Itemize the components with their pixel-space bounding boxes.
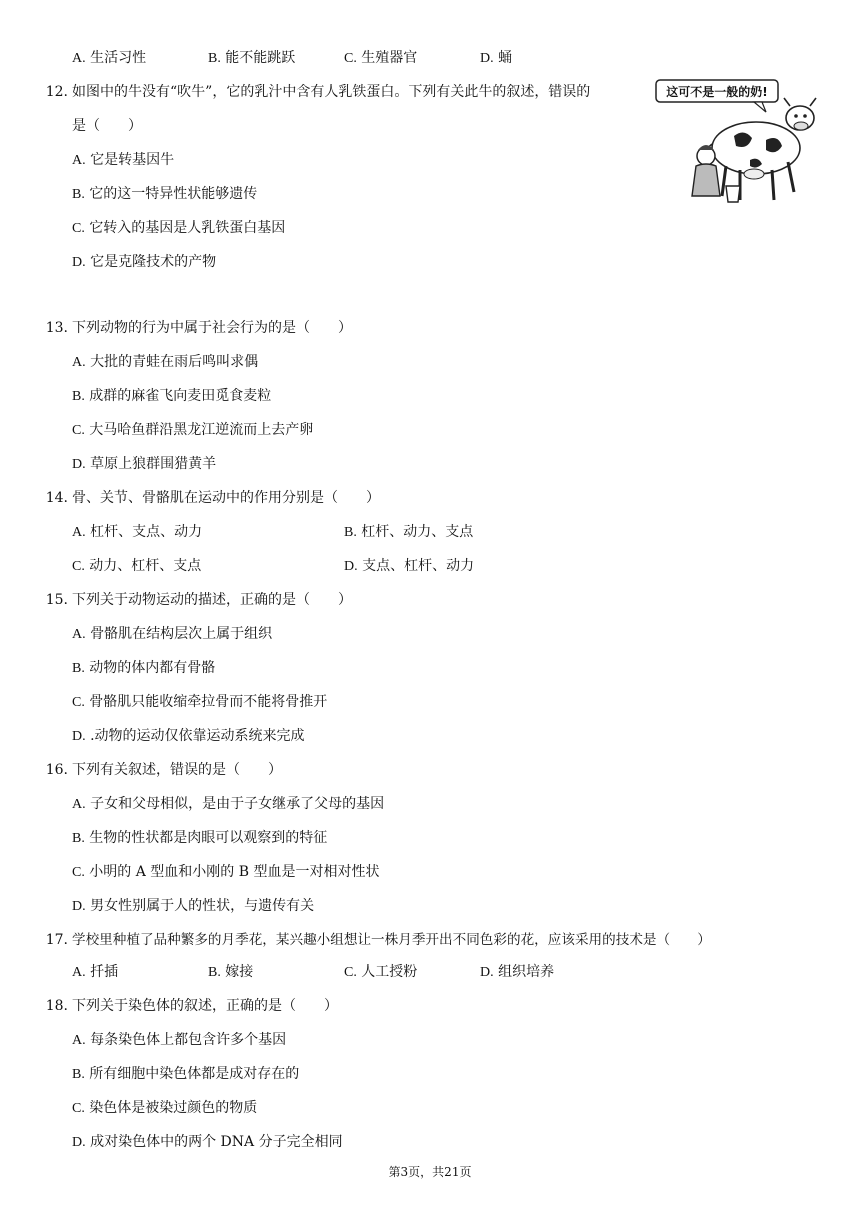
question-text: 骨、关节、骨骼肌在运动中的作用分别是（ ）: [72, 490, 380, 506]
question-text: 学校里种植了品种繁多的月季花，某兴趣小组想让一株月季开出不同色彩的花，应该采用的技术是（ ）: [72, 932, 711, 948]
q13-option-d: D. 草原上狼群围猎黄羊: [72, 456, 217, 472]
q14-option-c: C. 动力、杠杆、支点: [72, 558, 202, 574]
question-number: 13.: [45, 320, 68, 336]
q16-option-d: D. 男女性别属于人的性状，与遗传有关: [72, 898, 315, 914]
q13-option-c: C. 大马哈鱼群沿黑龙江逆流而上去产卵: [72, 422, 314, 438]
speech-bubble-text: 这可不是一般的奶!: [666, 85, 768, 99]
q13-option-b: B. 成群的麻雀飞向麦田觅食麦粒: [72, 388, 272, 404]
cow-illustration: [654, 78, 824, 214]
q18-option-d: D. 成对染色体中的两个 DNA 分子完全相同: [72, 1134, 343, 1150]
question-text: 下列有关叙述，错误的是（ ）: [72, 762, 282, 778]
q13-option-a: A. 大批的青蛙在雨后鸣叫求偶: [72, 354, 259, 370]
q17-option-a: A. 扦插: [72, 964, 119, 980]
q15-option-a: A. 骨骼肌在结构层次上属于组织: [72, 626, 273, 642]
question-number: 15.: [45, 592, 68, 608]
q15-option-d: D. .动物的运动仅依靠运动系统来完成: [72, 728, 305, 744]
q11-option-a: A. 生活习性: [72, 50, 147, 66]
q16-option-a: A. 子女和父母相似，是由于子女继承了父母的基因: [72, 796, 385, 812]
q12-option-b: B. 它的这一特异性状能够遗传: [72, 186, 258, 202]
question-number: 14.: [45, 490, 68, 506]
q11-option-c: C. 生殖器官: [344, 50, 418, 66]
q18-option-b: B. 所有细胞中染色体都是成对存在的: [72, 1066, 300, 1082]
q17-option-b: B. 嫁接: [208, 964, 254, 980]
question-text: 下列动物的行为中属于社会行为的是（ ）: [72, 320, 352, 336]
question-number: 18.: [45, 998, 68, 1014]
question-text: 下列关于动物运动的描述，正确的是（ ）: [72, 592, 352, 608]
q11-option-b: B. 能不能跳跃: [208, 50, 296, 66]
question-text: 如图中的牛没有“吹牛”，它的乳汁中含有人乳铁蛋白。下列有关此牛的叙述，错误的: [72, 84, 591, 100]
q18-option-c: C. 染色体是被染过颜色的物质: [72, 1100, 258, 1116]
q12-option-d: D. 它是克隆技术的产物: [72, 254, 217, 270]
q17-option-d: D. 组织培养: [480, 964, 555, 980]
q12-option-a: A. 它是转基因牛: [72, 152, 175, 168]
q18-option-a: A. 每条染色体上都包含许多个基因: [72, 1032, 287, 1048]
q11-option-d: D. 蛹: [480, 50, 513, 66]
question-12-line2: 是（ ）: [72, 118, 142, 134]
q15-option-c: C. 骨骼肌只能收缩牵拉骨而不能将骨推开: [72, 694, 328, 710]
question-number: 16.: [45, 762, 68, 778]
question-text: 下列关于染色体的叙述，正确的是（ ）: [72, 998, 338, 1014]
q17-option-c: C. 人工授粉: [344, 964, 418, 980]
question-number: 12.: [45, 84, 68, 100]
page-number: 第3页，共21页: [388, 1165, 472, 1179]
q15-option-b: B. 动物的体内都有骨骼: [72, 660, 216, 676]
q16-option-b: B. 生物的性状都是肉眼可以观察到的特征: [72, 830, 328, 846]
question-number: 17.: [45, 932, 68, 948]
q14-option-b: B. 杠杆、动力、支点: [344, 524, 474, 540]
q12-option-c: C. 它转入的基因是人乳铁蛋白基因: [72, 220, 286, 236]
q14-option-a: A. 杠杆、支点、动力: [72, 524, 203, 540]
q16-option-c: C. 小明的 A 型血和小刚的 B 型血是一对相对性状: [72, 864, 380, 880]
q14-option-d: D. 支点、杠杆、动力: [344, 558, 475, 574]
